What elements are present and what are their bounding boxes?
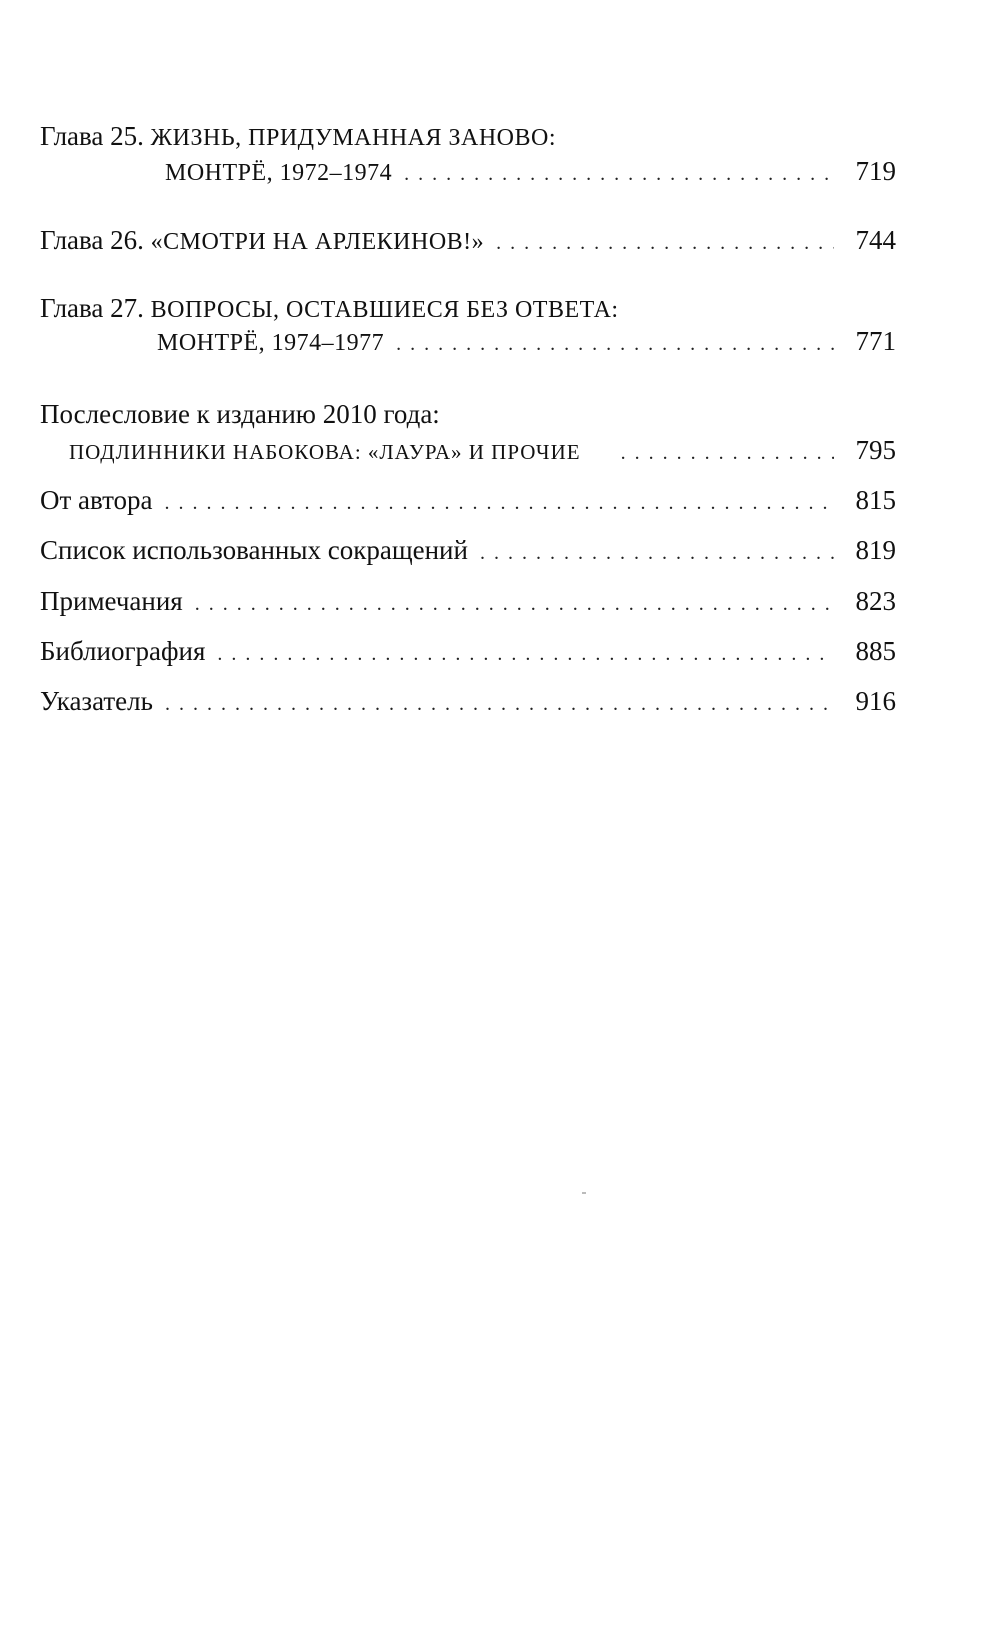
page-number: 885 <box>855 636 896 666</box>
dot-leader <box>480 537 834 569</box>
chapter-prefix: Глава 26. <box>40 225 144 255</box>
entry-title: Послесловие к изданию 2010 года: <box>40 399 440 429</box>
dot-leader <box>396 328 834 360</box>
dot-leader <box>217 638 834 670</box>
chapter-title: ВОПРОСЫ, ОСТАВШИЕСЯ БЕЗ ОТВЕТА: <box>150 297 619 323</box>
entry-title: Примечания <box>40 586 183 616</box>
entry-title: Библиография <box>40 636 206 666</box>
toc-entry-from-author <box>40 484 896 519</box>
chapter-subtitle: МОНТРЁ, 1972–1974 <box>165 160 393 186</box>
page-number: 771 <box>855 326 896 356</box>
page-number: 719 <box>855 156 896 186</box>
dot-leader <box>404 158 834 190</box>
entry-title: От автора <box>40 485 153 515</box>
chapter-subtitle: МОНТРЁ, 1974–1977 <box>157 330 385 356</box>
toc-entry-abbreviations <box>40 534 896 569</box>
dot-leader <box>496 227 834 259</box>
page-number: 823 <box>855 586 896 616</box>
toc-entry-bibliography <box>40 635 896 670</box>
page-number: 819 <box>855 535 896 565</box>
toc-entry-index <box>40 685 896 720</box>
page-number: 916 <box>855 686 896 716</box>
entry-title: Список использованных сокращений <box>40 535 468 565</box>
scan-speck <box>582 1192 586 1194</box>
dot-leader <box>621 437 834 469</box>
page-number: 795 <box>855 435 896 465</box>
chapter-prefix: Глава 27. <box>40 293 144 323</box>
page-number: 744 <box>855 225 896 255</box>
chapter-title: ЖИЗНЬ, ПРИДУМАННАЯ ЗАНОВО: <box>150 125 557 151</box>
chapter-prefix: Глава 25. <box>40 121 144 151</box>
chapter-title: «СМОТРИ НА АРЛЕКИНОВ!» <box>150 229 485 255</box>
page-number: 815 <box>855 485 896 515</box>
dot-leader <box>195 588 834 620</box>
entry-subtitle: ПОДЛИННИКИ НАБОКОВА: «ЛАУРА» И ПРОЧИЕ <box>69 440 581 464</box>
dot-leader <box>165 487 834 519</box>
dot-leader <box>165 688 834 720</box>
toc-entry-notes <box>40 585 896 620</box>
entry-title: Указатель <box>40 686 153 716</box>
